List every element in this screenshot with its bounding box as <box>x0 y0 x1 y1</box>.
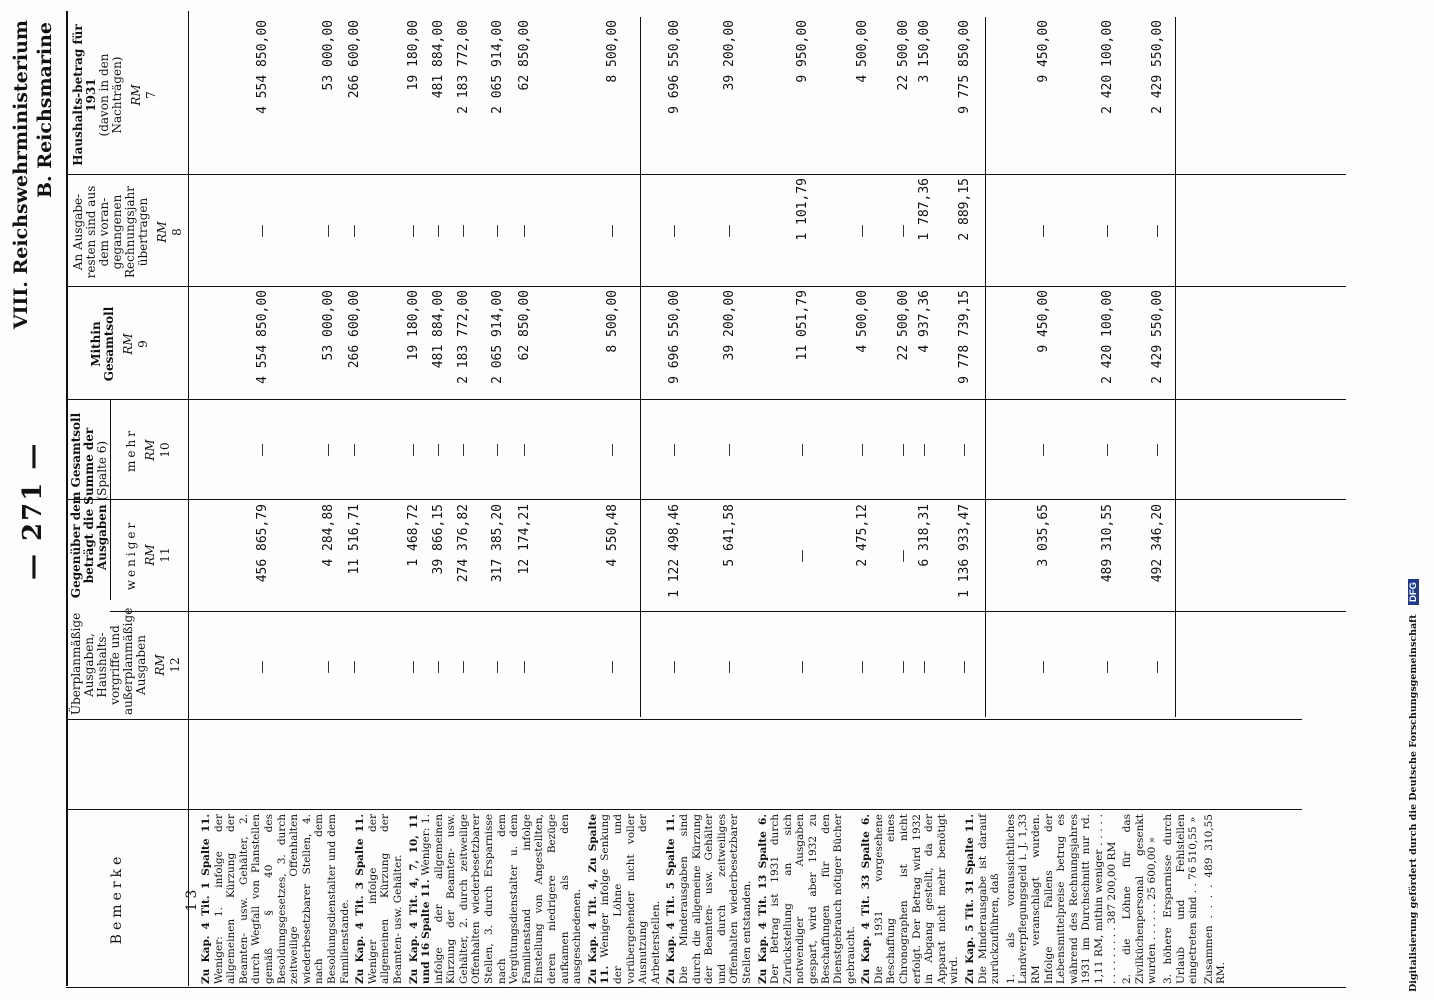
remark-key: Zu Kap. 4 Tit. 1 Spalte 11. <box>200 814 212 984</box>
cell-c9: 4 554 850,00 <box>255 290 270 384</box>
cell-c8: — <box>456 224 471 238</box>
c13-num: 13 <box>184 885 201 912</box>
cell-c11: 39 866,15 <box>431 504 446 575</box>
cell-c11: 2 475,12 <box>855 504 870 567</box>
cell-c10: — <box>795 443 810 457</box>
c8-num: 8 <box>169 228 184 236</box>
remark-text: Die 1931 vorgesehene Beschaffung eines Chronographen ist nicht erfolgt. Der Betrag wird 1932 in Abgang gestellt, da der Apparat nicht mehr benötigt wird. <box>872 814 961 984</box>
col-sep <box>110 611 1346 612</box>
column-header-10 <box>125 405 172 495</box>
c11-label: weniger <box>124 519 138 591</box>
footer-text: Digitalisierung gefördert durch die Deutsche Forschungsgemeinschaft <box>1408 614 1419 992</box>
c9-label: Mithin Gesamtsoll <box>89 306 116 382</box>
remark-text: 3. höhere Ersparnisse durch Urlaub und Fehlstellen eingetreten sind . . 76 510,55 » <box>1161 814 1200 984</box>
cell-c10: — <box>255 443 270 457</box>
cell-c8: — <box>517 224 532 238</box>
cell-c7: 22 500,00 <box>896 20 911 91</box>
cell-c9: 9 778 739,15 <box>957 290 972 384</box>
column-group-header <box>70 403 109 608</box>
remark-item <box>200 814 351 984</box>
col-sep <box>66 809 1302 810</box>
cell-c12: — <box>321 660 336 674</box>
cell-c8: — <box>896 224 911 238</box>
cell-c11: 3 035,65 <box>1036 504 1051 567</box>
subtotal-rule <box>985 17 986 717</box>
cell-c11: 317 385,20 <box>490 504 505 583</box>
cell-c12: — <box>896 660 911 674</box>
col-sep <box>66 174 1346 175</box>
cell-c11: 1 122 498,46 <box>667 504 682 598</box>
c13-label: Bemerke <box>109 852 125 945</box>
cell-c11: — <box>795 549 810 563</box>
cell-c7: 19 180,00 <box>406 20 421 91</box>
cell-c12: — <box>347 660 362 674</box>
cell-c11: 5 641,58 <box>722 504 737 567</box>
remark-item <box>860 814 961 984</box>
cell-c7: 9 775 850,00 <box>957 20 972 114</box>
cell-c12: — <box>855 660 870 674</box>
cell-c7: 9 450,00 <box>1036 20 1051 83</box>
cell-c9: 9 696 550,00 <box>667 290 682 384</box>
remark-item <box>587 814 663 984</box>
remarks-list <box>200 814 1228 984</box>
column-header-8 <box>72 182 184 282</box>
c11-num: 11 <box>157 547 172 563</box>
cell-c9: 2 183 772,00 <box>456 290 471 384</box>
cell-c12: — <box>517 660 532 674</box>
remark-text: Die Minderausgaben sind durch die allgemeine Kürzung der Beamten- usw. Gehälter und durch zeitweiliges Offenhalten wiederbesetzbarer Stellen entstanden. <box>677 814 753 984</box>
cell-c9: 19 180,00 <box>406 290 421 361</box>
remark-item <box>1121 814 1159 984</box>
c10-unit: RM <box>142 439 157 461</box>
cell-c8: — <box>347 224 362 238</box>
cell-c12: — <box>1100 660 1115 674</box>
cell-c10: — <box>605 443 620 457</box>
remark-text: Weniger: 1. infolge der allgemeinen Kürzung der Beamten- usw. Gehälter, 2. durch Wegfall von Planstellen gemäß § 40 des Besoldungsgesetzes, 3. durch zeitweilige Offenhalten wiederbesetzbarer Stellen, 4. nach dem Besoldungsdienstalter und dem Familienstande. <box>212 814 351 984</box>
cell-c12: — <box>255 660 270 674</box>
c12-unit: RM <box>152 654 167 676</box>
column-header-13 <box>110 811 200 986</box>
column-header-11 <box>125 505 172 605</box>
cell-c12: — <box>456 660 471 674</box>
c12-label: Überplanmäßige Ausgaben, Haushalts-vorgriffe und außerplanmäßige Ausgaben <box>69 607 148 715</box>
cell-c9: 39 200,00 <box>722 290 737 361</box>
col-sep <box>66 499 1346 500</box>
subchapter-title: B. Reichsmarine <box>34 22 56 199</box>
c11-unit: RM <box>142 544 157 566</box>
c7-num: 7 <box>143 91 158 99</box>
cell-c12: — <box>1036 660 1051 674</box>
cell-c12: — <box>431 660 446 674</box>
remark-key: Zu Kap. 4 Tit. 4, 7, 10, 11 und 16 Spalte 11. <box>407 814 433 984</box>
remark-key: Zu Kap. 4 Tit. 33 Spalte 6. <box>860 814 873 984</box>
cell-c9: 62 850,00 <box>517 290 532 361</box>
cell-c7: 2 065 914,00 <box>490 20 505 114</box>
cell-c11: 4 550,48 <box>605 504 620 567</box>
cell-c11: 489 310,55 <box>1100 504 1115 583</box>
col-sep <box>66 987 1346 988</box>
cell-c7: 4 500,00 <box>855 20 870 83</box>
cell-c9: 481 884,00 <box>431 290 446 369</box>
group-rule <box>110 400 111 600</box>
cell-c8: — <box>406 224 421 238</box>
group-label: Gegenüber dem Gesamtsoll beträgt die Summe der Ausgaben <box>69 412 109 599</box>
cell-c10: — <box>957 443 972 457</box>
c10-num: 10 <box>157 442 172 458</box>
remark-item <box>354 814 404 984</box>
remark-text: Der Betrag ist 1931 durch Zurückstellung an sich notwendiger Ausgaben gespart, wird aber 1932 zu Beschaffungen für den Dienstgebrauch nötiger Bücher gebraucht. <box>769 814 857 984</box>
cell-c8: — <box>1150 224 1165 238</box>
c7-sub: (davon in den Nachträgen) <box>96 53 124 137</box>
col-sep <box>66 719 1302 720</box>
cell-c7: 8 500,00 <box>605 20 620 83</box>
cell-c10: — <box>1036 443 1051 457</box>
column-header-9 <box>90 294 150 394</box>
remark-item <box>964 814 1002 984</box>
cell-c9: 2 065 914,00 <box>490 290 505 384</box>
cell-c8: — <box>1036 224 1051 238</box>
remark-text: Die Minderausgabe ist darauf zurückzuführen, daß <box>976 814 1002 984</box>
remark-text: Zusammen . . . . 489 310,55 RM. <box>1202 814 1228 984</box>
column-header-12 <box>69 607 182 715</box>
cell-c11: 1 468,72 <box>406 504 421 567</box>
cell-c9: 4 937,36 <box>917 290 932 353</box>
cell-c7: 481 884,00 <box>431 20 446 99</box>
cell-c7: 266 600,00 <box>347 20 362 99</box>
footer-note <box>1408 232 1419 992</box>
cell-c10: — <box>1150 443 1165 457</box>
c7-unit: RM <box>128 84 143 106</box>
cell-c9: 9 450,00 <box>1036 290 1051 353</box>
cell-c9: 53 000,00 <box>321 290 336 361</box>
cell-c10: — <box>490 443 505 457</box>
cell-c9: 8 500,00 <box>605 290 620 353</box>
cell-c10: — <box>855 443 870 457</box>
cell-c9: 22 500,00 <box>896 290 911 361</box>
remarks-column <box>200 814 1300 984</box>
cell-c11: 492 346,20 <box>1150 504 1165 583</box>
cell-c8: 2 889,15 <box>957 178 972 241</box>
cell-c11: 1 136 933,47 <box>957 504 972 598</box>
remark-item <box>1162 814 1200 984</box>
cell-c9: 266 600,00 <box>347 290 362 369</box>
cell-c11: 6 318,31 <box>917 504 932 567</box>
cell-c10: — <box>406 443 421 457</box>
remark-key: Zu Kap. 4 Tit. 13 Spalte 6. <box>756 814 769 984</box>
cell-c8: — <box>722 224 737 238</box>
c9-num: 9 <box>135 340 150 348</box>
cell-c11: 456 865,79 <box>255 504 270 583</box>
cell-c7: 9 950,00 <box>795 20 810 83</box>
cell-c7: 4 554 850,00 <box>255 20 270 114</box>
cell-c7: 2 420 100,00 <box>1100 20 1115 114</box>
cell-c10: — <box>1100 443 1115 457</box>
col-sep <box>66 286 1346 287</box>
c7-label: Haushalts-betrag für 1931 <box>71 24 98 166</box>
cell-c7: 39 200,00 <box>722 20 737 91</box>
cell-c10: — <box>321 443 336 457</box>
dfg-logo: DFG <box>1408 579 1419 605</box>
cell-c8: — <box>1100 224 1115 238</box>
remark-key: Zu Kap. 4 Tit. 4, Zu Spalte 11. <box>586 814 612 984</box>
cell-c8: — <box>490 224 505 238</box>
remark-key: Zu Kap. 4 Tit. 3 Spalte 11. <box>354 814 367 984</box>
cell-c12: — <box>1150 660 1165 674</box>
cell-c8: 1 787,36 <box>917 178 932 241</box>
cell-c8: — <box>255 224 270 238</box>
c10-label: mehr <box>124 428 138 472</box>
cell-c10: — <box>347 443 362 457</box>
remark-text: Weniger infolge der allgemeinen Kürzung der Beamten- usw. Gehälter. <box>366 814 404 984</box>
cell-c8: — <box>321 224 336 238</box>
cell-c11: 274 376,82 <box>456 504 471 583</box>
remark-item <box>665 814 753 984</box>
page-number: — 271 — <box>18 441 48 580</box>
cell-c10: — <box>722 443 737 457</box>
remark-item <box>408 814 584 984</box>
remark-key: Zu Kap. 4 Tit. 5 Spalte 11. <box>665 814 678 984</box>
remark-item <box>757 814 858 984</box>
cell-c7: 9 696 550,00 <box>667 20 682 114</box>
remark-text: 2. die Löhne für das Zivilküchenpersonal gesenkt wurden . . . . . . 25 600,00 » <box>1121 814 1159 984</box>
remark-text: Weniger: 1. infolge der allgemeinen Kürzung der Beamten- usw. Gehälter, 2. durch zeitweilige Offenhalten wiederbesetzbarer Stellen, 3. durch Ersparnisse nach dem Vergütungsdienstalter u. dem Familienstand infolge Einstellung von Angestellten, deren niedrigere Bezüge aufkamen als den ausgeschiedenen. <box>420 814 584 984</box>
cell-c12: — <box>605 660 620 674</box>
cell-c7: 2 183 772,00 <box>456 20 471 114</box>
c12-num: 12 <box>167 657 182 673</box>
cell-c8: — <box>855 224 870 238</box>
remark-item <box>1005 814 1118 984</box>
cell-c12: — <box>917 660 932 674</box>
cell-c8: — <box>431 224 446 238</box>
chapter-title: VIII. Reichswehrministerium <box>10 20 32 330</box>
cell-c11: 12 174,21 <box>517 504 532 575</box>
cell-c12: — <box>722 660 737 674</box>
remark-item <box>1203 814 1228 984</box>
c9-unit: RM <box>120 333 135 355</box>
cell-c11: 11 516,71 <box>347 504 362 575</box>
column-header-7 <box>72 20 158 170</box>
cell-c12: — <box>795 660 810 674</box>
cell-c12: — <box>667 660 682 674</box>
cell-c11: 4 284,88 <box>321 504 336 567</box>
remark-text: 1. als voraussichtliches Landverpflegungsgeld i. J. 1,33 RM veranschlagt wurden. Infolge Fallens der Lebensmittelpreise betrug es während des Rechnungsjahres 1931 im Durchschnitt nur rd. 1,11 RM, mithin weniger . . . . . . . . . . . . . . 387 200,00 RM <box>1004 814 1118 984</box>
cell-c9: 11 051,79 <box>795 290 810 361</box>
cell-c10: — <box>517 443 532 457</box>
col-sep <box>66 399 1346 400</box>
cell-c7: 2 429 550,00 <box>1150 20 1165 114</box>
remark-text: Weniger infolge Senkung der Löhne und vorübergehender nicht voller Ausnutzung der Arbeiterstellen. <box>599 814 662 984</box>
cell-c10: — <box>896 443 911 457</box>
cell-c11: — <box>896 549 911 563</box>
cell-c10: — <box>431 443 446 457</box>
remark-key: Zu Kap. 5 Tit. 31 Spalte 11. <box>964 814 977 984</box>
cell-c9: 2 429 550,00 <box>1150 290 1165 384</box>
cell-c12: — <box>406 660 421 674</box>
cell-c10: — <box>667 443 682 457</box>
cell-c10: — <box>917 443 932 457</box>
subtotal-rule <box>640 17 641 717</box>
cell-c8: — <box>667 224 682 238</box>
cell-c9: 4 500,00 <box>855 290 870 353</box>
cell-c12: — <box>490 660 505 674</box>
cell-c7: 3 150,00 <box>917 20 932 83</box>
cell-c10: — <box>456 443 471 457</box>
cell-c8: — <box>605 224 620 238</box>
c8-label: An Ausgabe-resten sind aus dem voran-gegangenen Rechnungsjahr übertragen <box>71 185 150 279</box>
group-sub: (Spalte 6) <box>94 440 109 501</box>
cell-c9: 2 420 100,00 <box>1100 290 1115 384</box>
total-rule <box>1175 17 1176 717</box>
cell-c7: 53 000,00 <box>321 20 336 91</box>
cell-c12: — <box>957 660 972 674</box>
cell-c8: 1 101,79 <box>795 178 810 241</box>
c8-unit: RM <box>154 221 169 243</box>
cell-c7: 62 850,00 <box>517 20 532 91</box>
